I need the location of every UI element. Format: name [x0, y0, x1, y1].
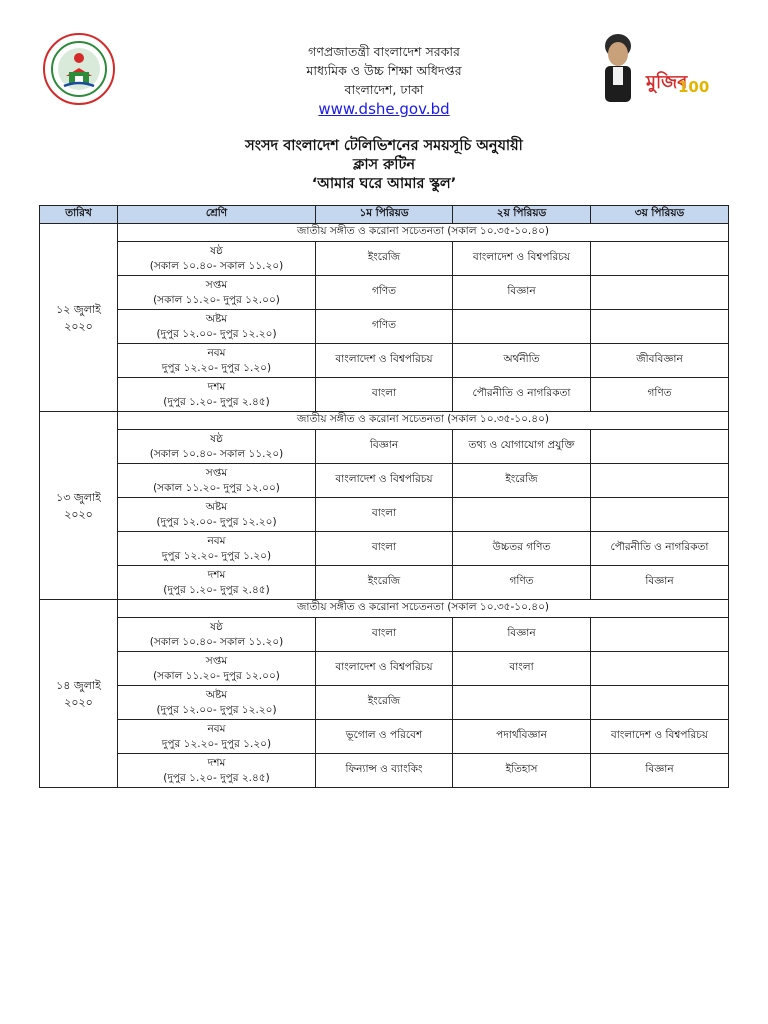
title-line-3: ‘আমার ঘরে আমার স্কুল’ [311, 176, 457, 192]
routine-table [39, 205, 729, 788]
class-time: দুপুর ১২.২০- দুপুর ১.২০) [161, 737, 272, 750]
period-2-cell [453, 310, 591, 344]
anthem-cell: জাতীয় সঙ্গীত ও করোনা সচেতনতা (সকাল ১০.৩৫-১০.৪০) [118, 412, 729, 430]
period-2-cell: অর্থনীতি [453, 344, 591, 378]
period-3-cell [591, 618, 729, 652]
col-header-date: তারিখ [40, 206, 118, 224]
period-1-cell: বাংলা [316, 532, 453, 566]
class-cell [118, 652, 316, 686]
class-name: দশম [207, 380, 226, 393]
class-time: (দুপুর ১২.০০- দুপুর ১২.২০) [156, 327, 277, 340]
period-3-cell: পৌরনীতি ও নাগরিকতা [591, 532, 729, 566]
class-time: (সকাল ১১.২০- দুপুর ১২.০০) [153, 669, 280, 682]
class-name: দশম [207, 756, 226, 769]
class-cell [118, 464, 316, 498]
title-line-2: ক্লাস রুটিন [352, 157, 415, 173]
period-1-cell: ভূগোল ও পরিবেশ [316, 720, 453, 754]
dshe-logo-icon [42, 32, 116, 106]
table-row [40, 464, 729, 498]
period-2-cell: ইতিহাস [453, 754, 591, 788]
col-header-period-1: ১ম পিরিয়ড [316, 206, 453, 224]
class-cell [118, 378, 316, 412]
table-row [40, 754, 729, 788]
period-1-cell: গণিত [316, 310, 453, 344]
class-cell [118, 566, 316, 600]
class-time: (সকাল ১১.২০- দুপুর ১২.০০) [153, 481, 280, 494]
period-1-cell: বাংলাদেশ ও বিশ্বপরিচয় [316, 652, 453, 686]
col-header-period-2: ২য় পিরিয়ড [453, 206, 591, 224]
period-1-cell: ইংরেজি [316, 242, 453, 276]
class-time: (দুপুর ১.২০- দুপুর ২.৪৫) [163, 395, 270, 408]
period-2-cell: তথ্য ও যোগাযোগ প্রযুক্তি [453, 430, 591, 464]
class-name: সপ্তম [205, 654, 228, 667]
table-row [40, 344, 729, 378]
period-1-cell: ইংরেজি [316, 566, 453, 600]
period-3-cell [591, 276, 729, 310]
class-name: অষ্টম [205, 500, 228, 513]
class-cell [118, 498, 316, 532]
date-cell [40, 224, 118, 412]
period-3-cell [591, 498, 729, 532]
table-row [40, 498, 729, 532]
date-day: ১২ জুলাই [56, 302, 101, 316]
class-name: ষষ্ঠ [210, 432, 223, 445]
col-header-period-3: ৩য় পিরিয়ড [591, 206, 729, 224]
period-1-cell: ইংরেজি [316, 686, 453, 720]
class-cell [118, 276, 316, 310]
period-2-cell: গণিত [453, 566, 591, 600]
period-1-cell: ফিন্যান্স ও ব্যাংকিং [316, 754, 453, 788]
date-day: ১৪ জুলাই [56, 678, 101, 692]
class-cell [118, 532, 316, 566]
table-row [40, 378, 729, 412]
anthem-row [40, 412, 729, 430]
table-row [40, 652, 729, 686]
class-cell [118, 344, 316, 378]
period-3-cell: জীববিজ্ঞান [591, 344, 729, 378]
period-3-cell [591, 686, 729, 720]
table-row [40, 618, 729, 652]
table-row [40, 276, 729, 310]
period-2-cell: পৌরনীতি ও নাগরিকতা [453, 378, 591, 412]
class-cell [118, 310, 316, 344]
period-3-cell [591, 310, 729, 344]
class-time: (দুপুর ১২.০০- দুপুর ১২.২০) [156, 515, 277, 528]
period-1-cell: বাংলা [316, 618, 453, 652]
class-cell [118, 430, 316, 464]
class-time: (সকাল ১০.৪০- সকাল ১১.২০) [149, 259, 284, 272]
class-time: দুপুর ১২.২০- দুপুর ১.২০) [161, 549, 272, 562]
header-line-govt: গণপ্রজাতন্ত্রী বাংলাদেশ সরকার [308, 44, 460, 59]
date-year: ২০২০ [64, 507, 93, 521]
header-line-directorate: মাধ্যমিক ও উচ্চ শিক্ষা অধিদপ্তর [306, 63, 462, 78]
period-2-cell: বিজ্ঞান [453, 276, 591, 310]
period-2-cell [453, 686, 591, 720]
website-link[interactable]: www.dshe.gov.bd [318, 100, 450, 118]
period-2-cell: বাংলাদেশ ও বিশ্বপরিচয় [453, 242, 591, 276]
class-cell [118, 618, 316, 652]
class-time: (দুপুর ১২.০০- দুপুর ১২.২০) [156, 703, 277, 716]
mujib-100-logo-icon [596, 26, 710, 108]
class-time: (সকাল ১১.২০- দুপুর ১২.০০) [153, 293, 280, 306]
period-3-cell [591, 652, 729, 686]
table-row [40, 242, 729, 276]
table-row [40, 430, 729, 464]
class-cell [118, 754, 316, 788]
date-cell [40, 412, 118, 600]
class-time: (দুপুর ১.২০- দুপুর ২.৪৫) [163, 583, 270, 596]
class-name: সপ্তম [205, 466, 228, 479]
period-2-cell: বিজ্ঞান [453, 618, 591, 652]
period-1-cell: বাংলা [316, 498, 453, 532]
logo-100-text: 100 [678, 78, 710, 96]
period-3-cell [591, 242, 729, 276]
anthem-cell: জাতীয় সঙ্গীত ও করোনা সচেতনতা (সকাল ১০.৩৫-১০.৪০) [118, 600, 729, 618]
table-row [40, 532, 729, 566]
class-name: অষ্টম [205, 688, 228, 701]
period-2-cell: উচ্চতর গণিত [453, 532, 591, 566]
date-year: ২০২০ [64, 695, 93, 709]
period-3-cell: গণিত [591, 378, 729, 412]
class-time: দুপুর ১২.২০- দুপুর ১.২০) [161, 361, 272, 374]
date-cell [40, 600, 118, 788]
class-time: (সকাল ১০.৪০- সকাল ১১.২০) [149, 447, 284, 460]
period-1-cell: বিজ্ঞান [316, 430, 453, 464]
period-1-cell: গণিত [316, 276, 453, 310]
period-2-cell: ইংরেজি [453, 464, 591, 498]
period-2-cell: বাংলা [453, 652, 591, 686]
class-name: ষষ্ঠ [210, 244, 223, 257]
class-cell [118, 686, 316, 720]
col-header-class: শ্রেণি [118, 206, 316, 224]
class-name: ষষ্ঠ [210, 620, 223, 633]
anthem-cell: জাতীয় সঙ্গীত ও করোনা সচেতনতা (সকাল ১০.৩৫-১০.৪০) [118, 224, 729, 242]
period-2-cell: পদার্থবিজ্ঞান [453, 720, 591, 754]
class-cell [118, 720, 316, 754]
period-1-cell: বাংলাদেশ ও বিশ্বপরিচয় [316, 464, 453, 498]
period-1-cell: বাংলা [316, 378, 453, 412]
class-name: নবম [207, 534, 226, 547]
class-time: (দুপুর ১.২০- দুপুর ২.৪৫) [163, 771, 270, 784]
header-line-location: বাংলাদেশ, ঢাকা [344, 82, 424, 97]
date-year: ২০২০ [64, 319, 93, 333]
period-3-cell [591, 464, 729, 498]
table-row [40, 720, 729, 754]
period-3-cell: বিজ্ঞান [591, 754, 729, 788]
table-row [40, 310, 729, 344]
period-3-cell: বাংলাদেশ ও বিশ্বপরিচয় [591, 720, 729, 754]
table-row [40, 686, 729, 720]
class-name: দশম [207, 568, 226, 581]
table-header-row [40, 206, 729, 224]
class-name: নবম [207, 346, 226, 359]
class-cell [118, 242, 316, 276]
table-row [40, 566, 729, 600]
office-header [180, 42, 588, 119]
title-line-1: সংসদ বাংলাদেশ টেলিভিশনের সময়সূচি অনুযায়ী [245, 138, 523, 154]
class-time: (সকাল ১০.৪০- সকাল ১১.২০) [149, 635, 284, 648]
period-3-cell [591, 430, 729, 464]
class-name: নবম [207, 722, 226, 735]
period-3-cell: বিজ্ঞান [591, 566, 729, 600]
routine-title [120, 137, 648, 194]
logo-mujib-text: মুজিব [646, 72, 688, 93]
anthem-row [40, 600, 729, 618]
class-name: সপ্তম [205, 278, 228, 291]
period-2-cell [453, 498, 591, 532]
anthem-row [40, 224, 729, 242]
date-day: ১৩ জুলাই [56, 490, 101, 504]
period-1-cell: বাংলাদেশ ও বিশ্বপরিচয় [316, 344, 453, 378]
class-name: অষ্টম [205, 312, 228, 325]
